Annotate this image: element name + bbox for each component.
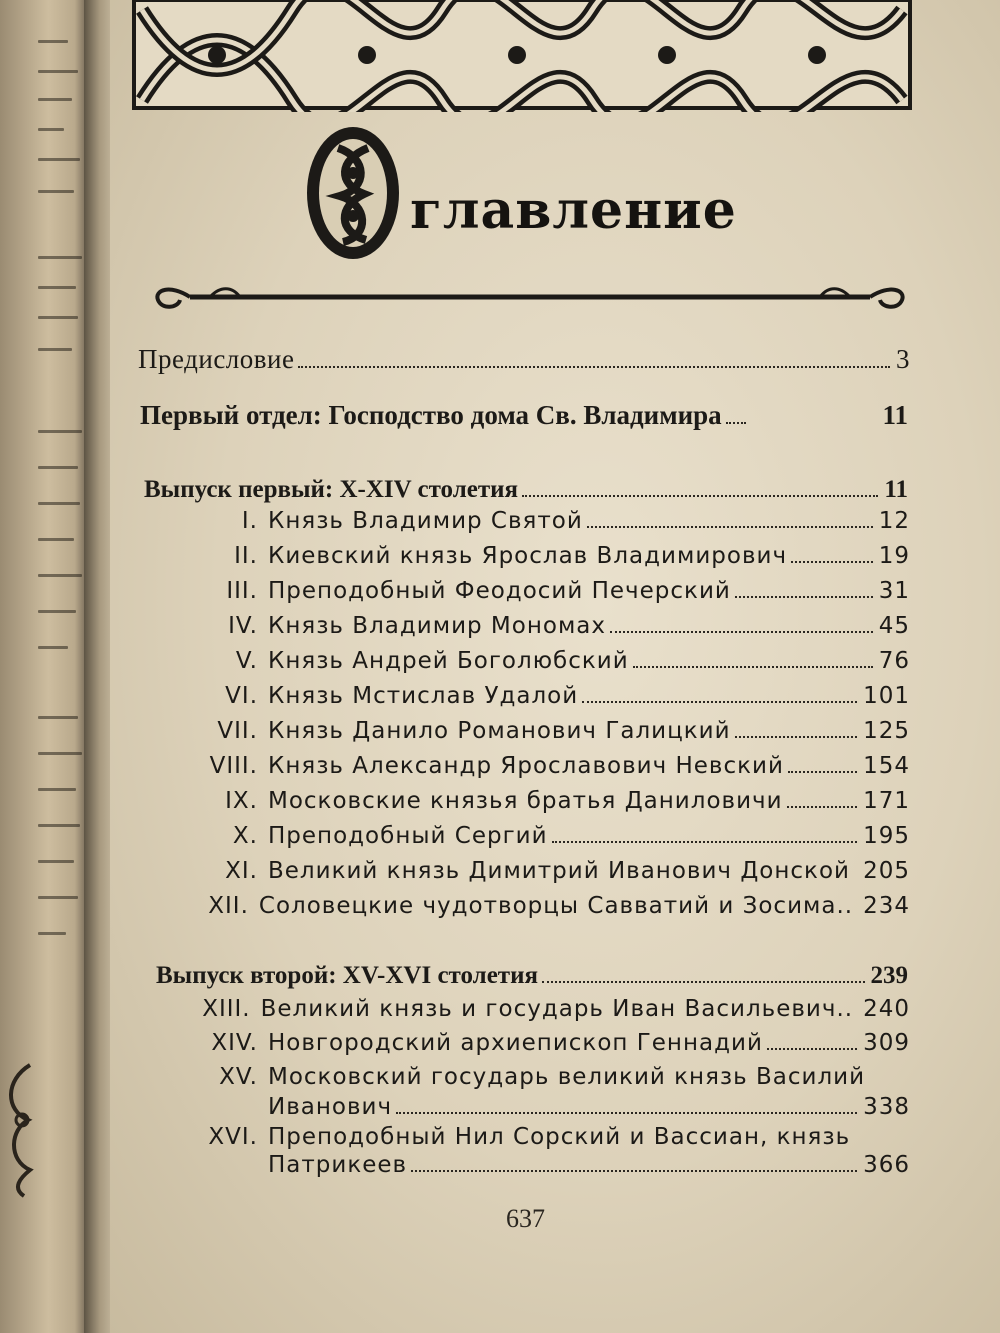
decorative-divider-icon (150, 282, 910, 312)
chapter-number: XVI. (208, 1124, 258, 1150)
chapter-title: Московские князья братья Даниловичи (268, 788, 783, 814)
chapter-title: Преподобный Феодосий Печерский (268, 578, 731, 604)
chapter-title: Великий князь Димитрий Иванович Донской (268, 858, 850, 884)
toc-entry-title: Первый отдел: Господство дома Св. Владимира (140, 400, 722, 430)
chapter-number: VI. (225, 683, 258, 709)
chapter-page: 240 (863, 996, 910, 1022)
toc-issue-heading (144, 476, 908, 504)
chapter-page: 154 (863, 753, 910, 779)
toc-leader-dots (396, 1112, 857, 1114)
chapter-number: XI. (225, 858, 258, 884)
chapter-title: Князь Александр Ярославович Невский (268, 753, 784, 779)
chapter-page: 45 (878, 613, 910, 639)
toc-chapter-entry (130, 508, 910, 535)
toc-entry-title: Предисловие (138, 344, 295, 374)
toc-leader-dots (587, 526, 873, 528)
toc-chapter-entry-continued (268, 1094, 910, 1121)
chapter-title: Новгородский архиепископ Геннадий (268, 1030, 763, 1056)
chapter-number: IX. (225, 788, 258, 814)
toc-leader-dots (582, 701, 857, 703)
chapter-title: Киевский князь Ярослав Владимирович (268, 543, 788, 569)
toc-entry-preface (138, 344, 910, 375)
chapter-page: 125 (863, 718, 910, 744)
toc-leader-dots (298, 366, 890, 368)
toc-leader-dots (552, 841, 858, 843)
chapter-title: Преподобный Нил Сорский и Вассиан, князь (268, 1124, 851, 1150)
toc-entry-page: 239 (870, 962, 908, 989)
chapter-page: 12 (878, 508, 910, 534)
chapter-number: XV. (219, 1064, 258, 1090)
chapter-page: 195 (863, 823, 910, 849)
chapter-page: 309 (863, 1030, 910, 1056)
contents-page (110, 0, 1000, 1333)
chapter-number: XIV. (211, 1030, 258, 1056)
chapter-page: 366 (863, 1152, 910, 1178)
page-number: 637 (506, 1204, 545, 1233)
toc-issue-heading (156, 962, 908, 990)
toc-chapter-entry (130, 858, 910, 884)
chapter-page: 19 (878, 543, 910, 569)
chapter-number: X. (232, 823, 258, 849)
chapter-number: IV. (228, 613, 258, 639)
toc-chapter-entry (130, 648, 910, 675)
chapter-number: VII. (217, 718, 258, 744)
toc-leader-dots (726, 422, 746, 424)
knotwork-header-ornament-icon (132, 0, 912, 112)
chapter-number: I. (241, 508, 258, 534)
chapter-page: 101 (863, 683, 910, 709)
toc-chapter-entry (130, 1030, 910, 1057)
chapter-page: 205 (863, 858, 910, 884)
chapter-title: Преподобный Сергий (268, 823, 548, 849)
chapter-title: Князь Владимир Мономах (268, 613, 607, 639)
chapter-page: 234 (863, 893, 910, 919)
toc-chapter-entry-continued (268, 1152, 910, 1179)
toc-leader-dots (735, 596, 873, 598)
toc-leader-dots (788, 771, 857, 773)
chapter-title: Князь Владимир Святой (268, 508, 583, 534)
chapter-title: Князь Андрей Боголюбский (268, 648, 629, 674)
chapter-number: II. (234, 543, 258, 569)
page-title (298, 118, 758, 268)
toc-leader-dots (411, 1170, 857, 1172)
toc-leader-dots (787, 806, 858, 808)
toc-chapter-entry (130, 823, 910, 850)
toc-entry-title: Выпуск первый: X-XIV столетия (144, 476, 519, 503)
toc-chapter-entry (130, 1064, 910, 1090)
chapter-number: III. (226, 578, 258, 604)
toc-entry-page: 3 (896, 344, 910, 374)
chapter-page: 76 (878, 648, 910, 674)
toc-chapter-entry (130, 893, 910, 919)
chapter-title: Соловецкие чудотворцы Савватий и Зосима.. (258, 893, 854, 919)
chapter-page: 31 (878, 578, 910, 604)
toc-entry-title: Выпуск второй: XV-XVI столетия (156, 962, 539, 989)
toc-chapter-entry (130, 753, 910, 780)
toc-part-heading (140, 400, 908, 431)
chapter-title-continued: Патрикеев (268, 1152, 408, 1178)
chapter-number: XIII. (202, 996, 251, 1022)
toc-chapter-entry (130, 996, 910, 1022)
toc-leader-dots (633, 666, 873, 668)
chapter-title: Князь Мстислав Удалой (268, 683, 579, 709)
chapter-title: Великий князь и государь Иван Васильевич.. (260, 996, 854, 1022)
chapter-title-continued: Иванович (268, 1094, 393, 1120)
page-title-text: главление (410, 180, 737, 241)
toc-chapter-entry (130, 788, 910, 815)
toc-chapter-entry (130, 1124, 910, 1150)
chapter-number: XII. (208, 893, 249, 919)
facing-page-flourish-icon (0, 1060, 36, 1200)
decorative-initial-o-icon (298, 118, 408, 268)
chapter-number: V. (235, 648, 258, 674)
toc-leader-dots (791, 561, 873, 563)
chapter-page: 171 (863, 788, 910, 814)
facing-page-text-fragments (38, 0, 86, 1000)
toc-chapter-entry (130, 683, 910, 710)
chapter-number: VIII. (209, 753, 258, 779)
toc-leader-dots (522, 495, 878, 497)
toc-leader-dots (542, 981, 864, 983)
toc-chapter-entry (130, 543, 910, 570)
toc-chapter-entry (130, 578, 910, 605)
toc-entry-page: 11 (884, 476, 908, 503)
toc-leader-dots (767, 1048, 857, 1050)
toc-entry-page: 11 (882, 400, 908, 430)
toc-leader-dots (735, 736, 858, 738)
chapter-page: 338 (863, 1094, 910, 1120)
toc-leader-dots (610, 631, 873, 633)
toc-chapter-entry (130, 718, 910, 745)
chapter-title: Московский государь великий князь Василий (268, 1064, 866, 1090)
toc-chapter-entry (130, 613, 910, 640)
chapter-title: Князь Данило Романович Галицкий (268, 718, 731, 744)
facing-page-edge (0, 0, 88, 1333)
